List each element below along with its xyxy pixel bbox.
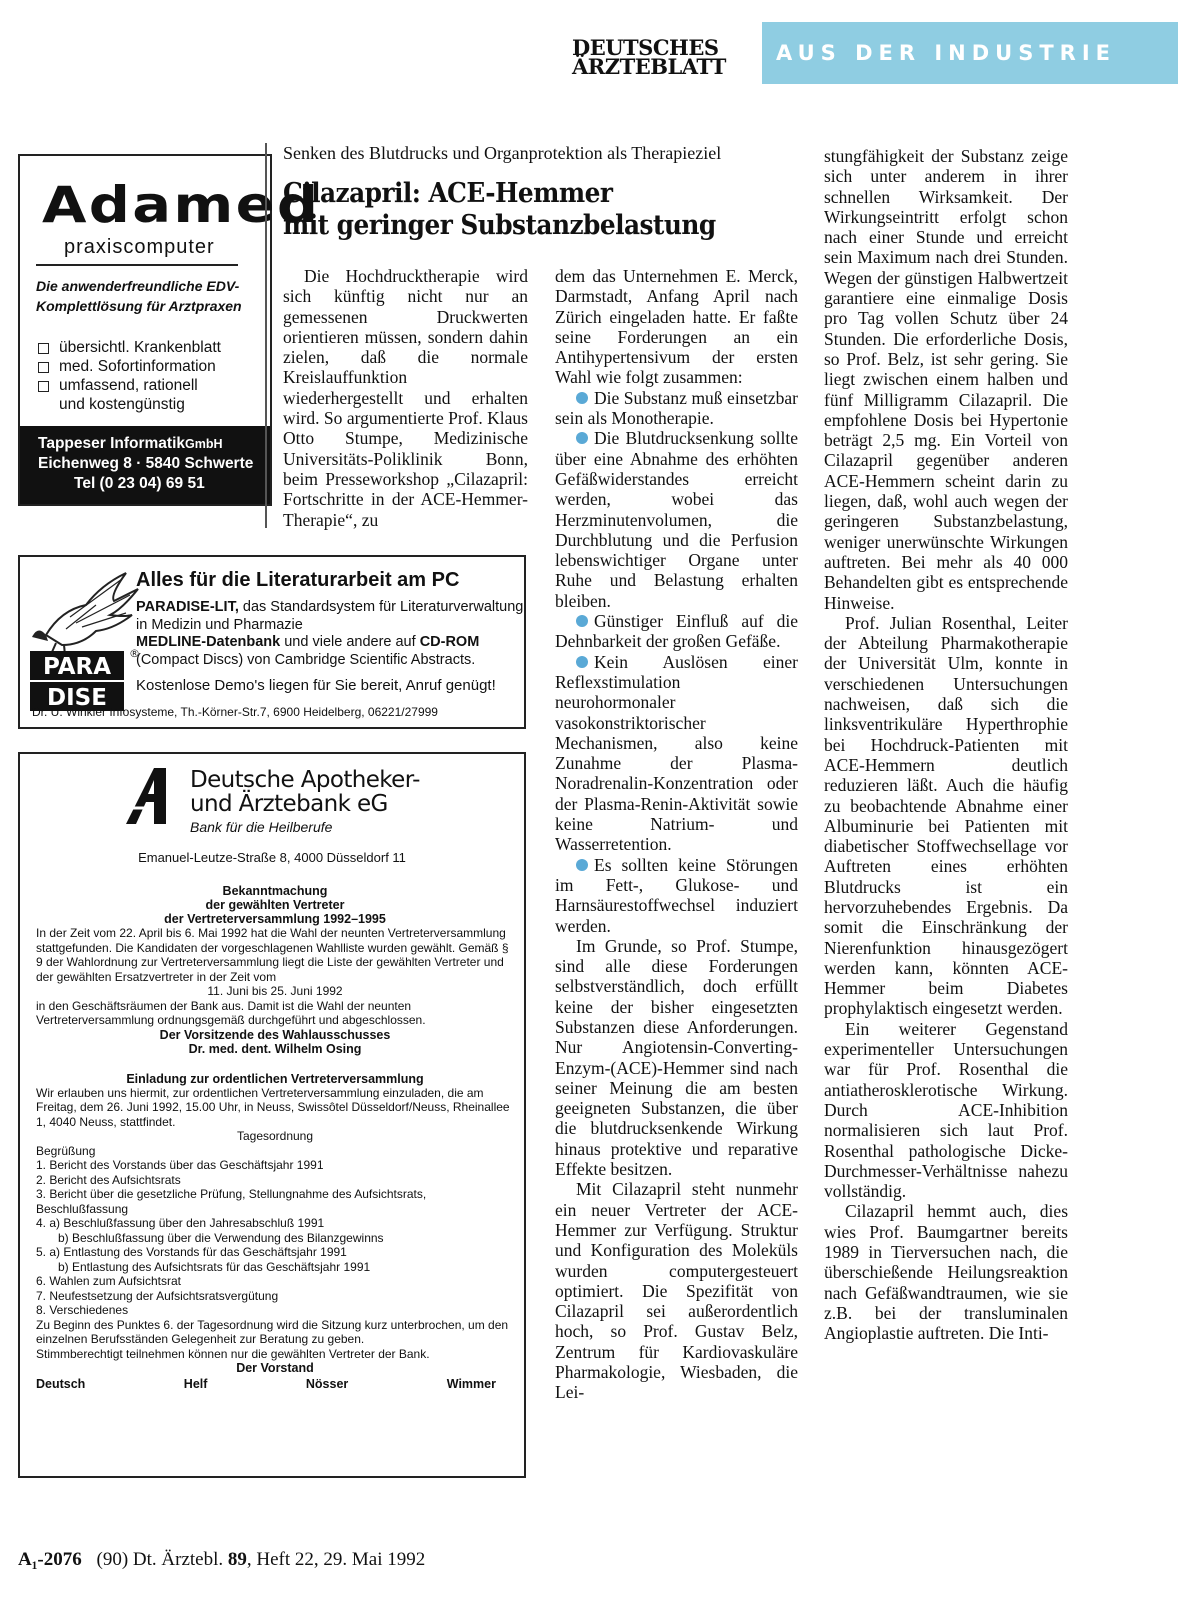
- article-headline: [283, 178, 716, 242]
- notice-title: Bekanntmachung: [222, 884, 328, 898]
- bank-notice: [36, 884, 514, 1391]
- bullet-icon: [576, 656, 588, 668]
- list-item: b) Beschlußfassung über die Verwendung des Bilanzgewinns: [58, 1230, 384, 1245]
- bank-logo-icon: [124, 766, 184, 826]
- notice-body2: in den Geschäftsräumen der Bank aus. Damit ist die Wahl der neunten Vertreterversammlung ordnungsgemäß durchgeführt und abgeschlossen.: [36, 998, 426, 1027]
- signers: [36, 1377, 514, 1391]
- product-desc: das Standardsystem für Literaturverwaltung in Medizin und Pharmazie: [136, 599, 524, 633]
- agenda-list: [36, 1144, 514, 1318]
- adamed-subtitle: praxiscomputer: [64, 236, 215, 258]
- feature-label: umfassend, rationell und kostengünstig: [59, 377, 198, 413]
- list-item: b) Entlastung des Aufsichtsrats für das Geschäftsjahr 1991: [58, 1259, 371, 1274]
- signer-name: Nösser: [305, 1377, 349, 1391]
- bank-name-line2: und Ärztebank eG: [190, 791, 388, 817]
- ad-bank: [18, 752, 526, 1478]
- notice-dates: 11. Juni bis 25. Juni 1992: [207, 984, 343, 998]
- page-code: A₁-2076: [18, 1549, 82, 1570]
- paragraph: Im Grunde, so Prof. Stumpe, sind alle diese Forderungen selbstverständlich, doch erfüllt keine der bisher eingesetzten Substanzen diese Anforderungen. Nur Angiotensin-Converting-Enzym-(ACE)-Hemmer sind nach seiner Meinung die am besten geeigneten Substanzen, die über die blutdrucksenkende Wirkung hinaus protektive und reparative Effekte besitzen.: [555, 935, 798, 1180]
- bullet-text: Günstiger Einfluß auf die Dehnbarkeit der großen Gefäße.: [555, 611, 798, 652]
- signer-name: Deutsch: [36, 1377, 86, 1391]
- notice-subtitle: der Vertreterversammlung 1992–1995: [164, 912, 386, 926]
- article-kicker: Senken des Blutdrucks und Organprotektion als Therapieziel: [283, 143, 722, 163]
- closing-note2: Stimmberechtigt teilnehmen können nur die gewählten Vertreter der Bank.: [36, 1346, 430, 1361]
- list-item: 6. Wahlen zum Aufsichtsrat: [36, 1274, 181, 1288]
- list-item: 2. Bericht des Aufsichtsrats: [36, 1172, 181, 1187]
- product-name: PARADISE-LIT,: [136, 599, 239, 615]
- paradise-body: [136, 599, 526, 695]
- bullet-item: [555, 388, 798, 429]
- divider: [36, 264, 238, 266]
- logo-text-top: PARA: [42, 654, 112, 680]
- bullet-item: [555, 428, 798, 611]
- bank-name-line1: Deutsche Apotheker-: [190, 767, 420, 793]
- article-column-3: [824, 146, 1068, 1344]
- bullet-text: Die Substanz muß einsetzbar sein als Monotherapie.: [555, 387, 798, 429]
- company-name: Tappeser Informatik: [38, 435, 186, 452]
- notice-subtitle: der gewählten Vertreter: [205, 898, 345, 912]
- closing-note: Zu Beginn des Punktes 6. der Tagesordnung wird die Sitzung kurz unterbrochen, um den einzelnen Berufsständen Gelegenheit zur Beratung zu geben.: [36, 1317, 509, 1346]
- paradise-contact: Dr. U. Winkler Infosysteme, Th.-Körner-Str.7, 6900 Heidelberg, 06221/27999: [32, 705, 438, 719]
- paragraph: dem das Unternehmen E. Merck, Darmstadt, Anfang April nach Zürich eingeladen hatte. Er faßte seine Forderungen an ein Antihypertensivum der ersten Wahl wie folgt zusammen:: [555, 266, 798, 388]
- feature-label: med. Sofortinformation: [59, 358, 216, 375]
- signer-name: Wimmer: [446, 1377, 496, 1391]
- chair-title: Der Vorsitzende des Wahlausschusses: [159, 1027, 391, 1042]
- bullet-item: [555, 855, 798, 936]
- bank-tagline: Bank für die Heilberufe: [190, 819, 333, 835]
- company-phone: Tel (0 23 04) 69 51: [74, 475, 205, 492]
- list-item: 4. a) Beschlußfassung über den Jahresabschluß 1991: [36, 1216, 325, 1230]
- chair-name: Dr. med. dent. Wilhelm Osing: [188, 1041, 362, 1056]
- list-item: Begrüßung: [36, 1143, 96, 1158]
- board-title: Der Vorstand: [236, 1361, 314, 1375]
- feature-label: übersichtl. Krankenblatt: [59, 339, 221, 356]
- section-banner: AUS DER INDUSTRIE: [762, 22, 1178, 84]
- bullet-text: Die Blutdrucksenkung sollte über eine Abnahme des erhöhten Gefäßwiderstandes erreicht werden, wobei das Herzminutenvolumen, die Durchblutung und die Perfusion lebenswichtiger Organe unter Ruhe und Belastung erhalten bleiben.: [555, 428, 798, 611]
- company-address: Eichenweg 8 · 5840 Schwerte: [38, 455, 254, 472]
- adamed-logo: Adamed: [42, 176, 321, 234]
- adamed-contact-block: [20, 426, 270, 504]
- paragraph: stungfähigkeit der Substanz zeige sich unter anderem in ihrer schnellen Wirksamkeit. Der Wirkungseintritt erfolgt schon nach einer Stunde und erreicht sein Maximum nach drei Stunden. Wegen der günstigen Halbwertzeit garantiere eine einmalige Dosis pro Tag vollen Schutz über 24 Stunden. Die erforderliche Dosis, so Prof. Belz, ist sehr gering. Sie liegt zwischen einem halben und fünf Milligramm Cilazapril. Die empfohlene Dosis bei Hypertonie beträgt 2,5 mg. Ein Vorteil von Cilazapril gegenüber anderen ACE-Hemmern scheint darin zu liegen, daß, wohl auch wegen der geringeren Substanzbelastung, weniger unerwünschte Wirkungen auftreten. Bei mehr als 40 000 Behandelten gibt es entsprechende Hinweise.: [824, 146, 1068, 613]
- paragraph: Mit Cilazapril steht nunmehr ein neuer Vertreter der ACE-Hemmer zur Verfügung. Struktur und Konfiguration des Moleküls wurden computergesteuert optimiert. Die Spezifität von Cilazapril sei außerordentlich hoch, so Prof. Gustav Belz, Zentrum für Kardiovaskuläre Pharmakologie, Wiesbaden, die Lei-: [555, 1179, 798, 1403]
- demo-offer: Kostenlose Demo's liegen für Sie bereit, Anruf genügt!: [136, 677, 496, 694]
- paragraph: Ein weiterer Gegenstand experimenteller Untersuchungen war für Prof. Rosenthal die antiatherosklerotische Wirkung. Durch ACE-Inhibition normalisieren sich laut Prof. Rosenthal pathologische Dicke-Durchmesser-Verhältnisse nahezu vollständig.: [824, 1018, 1068, 1202]
- headline-line2: mit geringer Substanzbelastung: [283, 210, 716, 241]
- list-item: 7. Neufestsetzung der Aufsichtsratsvergütung: [36, 1288, 279, 1303]
- paradise-logo: [26, 565, 142, 715]
- volume: 89: [227, 1549, 247, 1570]
- company-suffix: GmbH: [185, 437, 223, 451]
- column-divider: [265, 143, 267, 528]
- ad-paradise: [18, 555, 526, 729]
- signer-name: Helf: [183, 1377, 208, 1391]
- checkbox-icon: [38, 343, 49, 354]
- headline-line1: Cilazapril: ACE-Hemmer: [283, 178, 613, 209]
- journal-name-line2: ÄRZTEBLATT: [572, 54, 726, 79]
- paragraph: Die Hochdrucktherapie wird sich künftig nicht nur an gemessenen Druckwerten orientieren müssen, sondern dahin zielen, daß die normale Kreislauffunktion wiederhergestellt und erhalten wird. So argumentierte Prof. Klaus Otto Stumpe, Medizinische Universitäts-Poliklinik Bonn, beim Presseworkshop „Cilazapril: Fortschritte in der ACE-Hemmer-Therapie“, zu: [283, 266, 528, 530]
- registered-mark: ®: [129, 647, 140, 660]
- paragraph: Prof. Julian Rosenthal, Leiter der Abteilung Pharmakotherapie der Universität Ulm, konnte in verschiedenen Untersuchungen nachweisen, daß sich die linksventrikuläre Hyperthrophie bei Hochdruck-Patienten mit ACE-Hemmern deutlich reduzieren läßt. Auch die häufig zu beobachtende Abnahme einer Albuminurie bei Patienten mit diabetischer Stoffwechsellage vor Auftreten eines erhöhten Blutdrucks ist ein hervorzuhebendes Ergebnis. Da somit die Einschränkung der Nierenfunktion hinausgezögert werden kann, könnten ACE-Hemmer beim Diabetes prophylaktisch eingesetzt werden.: [824, 612, 1068, 1019]
- journal-name-line1: DEUTSCHES: [572, 35, 719, 60]
- citation: (90) Dt. Ärztebl.: [96, 1549, 228, 1570]
- invite-body: Wir erlauben uns hiermit, zur ordentlichen Vertreterversammlung einzuladen, die am Freitag, dem 26. Juni 1992, 15.00 Uhr, in Neuss, Swissôtel Düsseldorf/Neuss, Rheinallee 1, 4040 Neuss, stattfindet.: [36, 1085, 510, 1129]
- media-name: CD-ROM: [419, 634, 480, 650]
- checkbox-icon: [38, 362, 49, 373]
- list-item: 3. Bericht über die gesetzliche Prüfung, Stellungnahme des Aufsichtsrats, Beschlußfassung: [36, 1187, 427, 1216]
- agenda-title: Tagesordnung: [236, 1129, 314, 1143]
- journal-masthead: [572, 35, 726, 79]
- bullet-icon: [576, 432, 588, 444]
- bullet-text: Kein Auslösen einer Reflexstimulation neurohormonaler vasokonstriktorischer Mechanismen, also keine Zunahme der Plasma-Noradrenalin-Konzentration oder der Plasma-Renin-Aktivität sowie keine Natrium- und Wasserretention.: [555, 651, 798, 855]
- invite-title: Einladung zur ordentlichen Vertreterversammlung: [126, 1071, 424, 1086]
- list-item: [36, 376, 221, 414]
- database-name: MEDLINE-Datenbank: [136, 634, 281, 650]
- list-item: 1. Bericht des Vorstands über das Geschäftsjahr 1991: [36, 1158, 324, 1172]
- adamed-feature-list: [36, 338, 221, 414]
- list-item: 8. Verschiedenes: [36, 1303, 129, 1317]
- bullet-text: Es sollten keine Störungen im Fett-, Glukose- und Harnsäurestoffwechsel induziert werden.: [555, 854, 798, 936]
- bullet-item: [555, 611, 798, 652]
- notice-body: In der Zeit vom 22. April bis 6. Mai 1992 hat die Wahl der neunten Vertreterversammlung stattgefunden. Die Kandidaten der vorgeschlagenen Wahlliste wurden gewählt. Gemäß § 9 der Wahlordnung zur Vertreterversammlung liegt die Liste der gewählten Vertreter und der gewählten Ersatzvertreter in der Zeit vom: [36, 926, 509, 984]
- article-column-1: [283, 266, 528, 530]
- checkbox-icon: [38, 381, 49, 392]
- media-desc: (Compact Discs) von Cambridge Scientific Abstracts.: [136, 651, 476, 668]
- bullet-icon: [576, 615, 588, 627]
- citation-rest: , Heft 22, 29. Mai 1992: [246, 1549, 426, 1570]
- list-item: 5. a) Entlastung des Vorstands für das Geschäftsjahr 1991: [36, 1245, 347, 1259]
- list-item: [36, 357, 221, 376]
- bullet-icon: [576, 859, 588, 871]
- ad-adamed: [18, 154, 321, 506]
- article-column-2: [555, 266, 798, 1403]
- paradise-headline: Alles für die Literaturarbeit am PC: [136, 569, 460, 591]
- list-item: [36, 338, 221, 357]
- bullet-icon: [576, 392, 588, 404]
- adamed-tagline: Die anwenderfreundliche EDV-Komplettlösung für Arztpraxen: [36, 278, 242, 314]
- page-footer: [18, 1549, 425, 1571]
- bullet-item: [555, 652, 798, 855]
- logo-text-bottom: DISE: [47, 685, 107, 711]
- paragraph: Cilazapril hemmt auch, dies wies Prof. Baumgartner bereits 1989 in Tierversuchen nach, die überschießende Heilungsreaktion nach Gefäßwandtraumen, wie sie z.B. bei der transluminalen Angioplastie auftreten. Die Inti-: [824, 1201, 1068, 1344]
- database-desc: und viele andere auf: [280, 634, 420, 650]
- bank-name: [190, 768, 420, 816]
- bank-address: Emanuel-Leutze-Straße 8, 4000 Düsseldorf 11: [138, 850, 406, 865]
